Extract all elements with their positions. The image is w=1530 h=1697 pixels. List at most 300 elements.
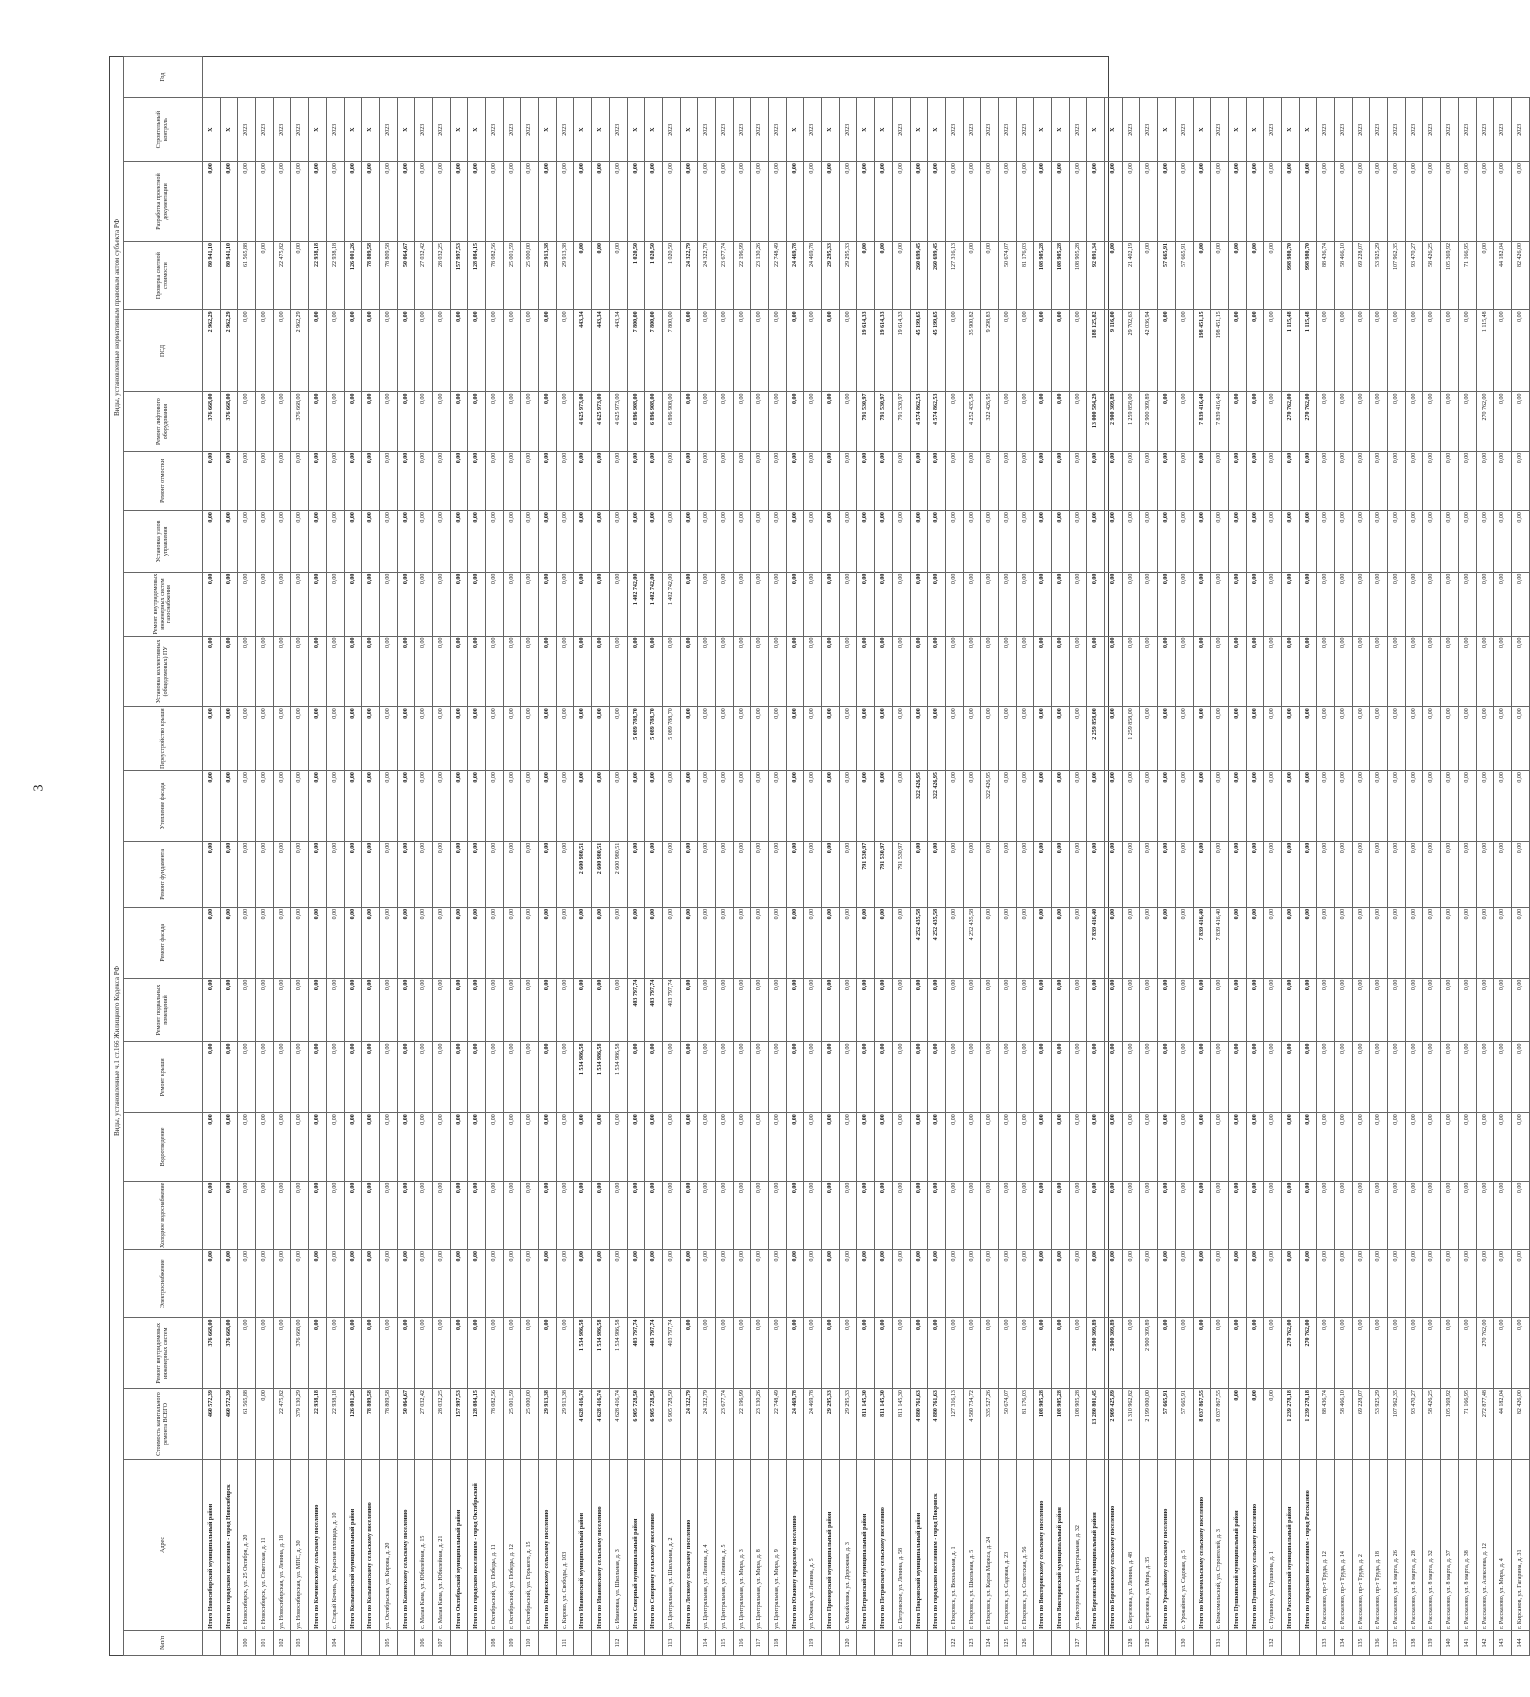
cost-cell: 0,00 xyxy=(1052,707,1070,771)
cost-cell: 0,00 xyxy=(786,572,804,636)
cost-cell: 0,00 xyxy=(1441,978,1459,1042)
cost-cell: 0,00 xyxy=(1494,636,1512,707)
cost-cell: 0,00 xyxy=(1193,707,1211,771)
cost-cell: 0,00 xyxy=(875,978,893,1042)
address-cell: г. Новосибирск, ул. Советская, д. 11 xyxy=(256,1459,274,1630)
row-number-cell: 135 xyxy=(1352,1630,1370,1655)
cost-cell: 0,00 xyxy=(468,511,486,573)
cost-cell: 0,00 xyxy=(450,1181,468,1249)
cost-cell: 22 748,49 xyxy=(769,241,787,309)
total-cost-cell: 22 748,49 xyxy=(769,1389,787,1460)
row-number-cell: 127 xyxy=(1069,1630,1087,1655)
cost-cell: 0,00 xyxy=(769,1042,787,1113)
address-cell: Итого по Урожайному сельскому поселению xyxy=(1158,1459,1176,1630)
cost-cell: 0,00 xyxy=(1105,907,1123,978)
cost-cell: 0,00 xyxy=(963,241,981,309)
cost-cell: 0,00 xyxy=(928,1181,946,1249)
column-header: Установка узлов управления xyxy=(124,511,203,573)
cost-cell: 0,00 xyxy=(1264,162,1282,242)
cost-cell: 0,00 xyxy=(892,707,910,771)
row-number-cell xyxy=(1052,1630,1070,1655)
cost-cell: 44 182,04 xyxy=(1494,241,1512,309)
cost-cell: 0,00 xyxy=(627,162,645,242)
cost-cell: 0,00 xyxy=(786,1250,804,1318)
cost-cell: 127 316,13 xyxy=(945,241,963,309)
address-cell: Итого по городским поселениям - город Покровск xyxy=(928,1459,946,1630)
cost-cell: 0,00 xyxy=(521,511,539,573)
cost-cell: 0,00 xyxy=(486,451,504,510)
cost-cell: 0,00 xyxy=(362,907,380,978)
cost-cell: 0,00 xyxy=(1370,1250,1388,1318)
address-cell: г. Рассказово, ул. Мира, д. 4 xyxy=(1494,1459,1512,1630)
cost-cell: 0,00 xyxy=(1405,1042,1423,1113)
row-number-cell: 144 xyxy=(1511,1630,1529,1655)
cost-cell: 0,00 xyxy=(273,392,291,451)
cost-cell: 0,00 xyxy=(273,1042,291,1113)
cost-cell: 0,00 xyxy=(1388,841,1406,907)
cost-cell: 0,00 xyxy=(804,771,822,842)
total-cost-cell: 6 905 728,50 xyxy=(662,1389,680,1460)
cost-cell: 0,00 xyxy=(486,572,504,636)
cost-cell: 0,00 xyxy=(256,1318,274,1389)
cost-cell: 0,00 xyxy=(1016,451,1034,510)
cost-cell: 0,00 xyxy=(963,1318,981,1389)
cost-cell: 0,00 xyxy=(1299,771,1317,842)
cost-cell: 0,00 xyxy=(432,771,450,842)
total-cost-cell: 6 905 728,50 xyxy=(645,1389,663,1460)
cost-cell: 0,00 xyxy=(592,978,610,1042)
cost-cell: 0,00 xyxy=(256,1113,274,1181)
cost-cell: 0,00 xyxy=(379,771,397,842)
cost-cell: 0,00 xyxy=(486,511,504,573)
cost-cell: 0,00 xyxy=(627,1042,645,1113)
cost-cell: 0,00 xyxy=(397,511,415,573)
row-number-cell: 130 xyxy=(1175,1630,1193,1655)
address-cell: Итого по Березовскому сельскому поселению xyxy=(1105,1459,1123,1630)
cost-cell: 0,00 xyxy=(203,707,221,771)
cost-cell: 0,00 xyxy=(326,1042,344,1113)
cost-cell: 0,00 xyxy=(1511,451,1529,510)
table-row xyxy=(556,57,574,1656)
address-cell: Итого по Южному городскому поселению xyxy=(786,1459,804,1630)
row-number-cell xyxy=(309,1630,327,1655)
cost-cell: 0,00 xyxy=(910,1042,928,1113)
cost-cell: 0,00 xyxy=(1087,162,1105,242)
cost-cell: 0,00 xyxy=(450,392,468,451)
cost-cell: 0,00 xyxy=(486,707,504,771)
cost-cell: 0,00 xyxy=(362,310,380,392)
address-cell: с. Кирово, ул. Свободы, д. 103 xyxy=(556,1459,574,1630)
cost-cell: 0,00 xyxy=(1494,310,1512,392)
year-cell: 2023 xyxy=(273,98,291,162)
cost-cell: 0,00 xyxy=(1034,1181,1052,1249)
cost-cell: 0,00 xyxy=(680,162,698,242)
cost-cell: 0,00 xyxy=(1211,572,1229,636)
cost-cell: 0,00 xyxy=(273,1113,291,1181)
cost-cell: 0,00 xyxy=(1228,1318,1246,1389)
cost-cell: 0,00 xyxy=(273,771,291,842)
cost-cell: 0,00 xyxy=(698,771,716,842)
year-cell: X xyxy=(450,98,468,162)
cost-cell: 0,00 xyxy=(256,636,274,707)
cost-cell: 0,00 xyxy=(1034,572,1052,636)
cost-cell: 0,00 xyxy=(203,771,221,842)
cost-cell: 0,00 xyxy=(1281,978,1299,1042)
cost-cell: 0,00 xyxy=(963,451,981,510)
cost-cell: 0,00 xyxy=(1158,1181,1176,1249)
cost-cell: 0,00 xyxy=(1034,1318,1052,1389)
cost-cell: 0,00 xyxy=(1405,511,1423,573)
cost-cell: 0,00 xyxy=(751,907,769,978)
cost-cell: 0,00 xyxy=(379,1318,397,1389)
row-number-cell: 115 xyxy=(715,1630,733,1655)
cost-cell: 0,00 xyxy=(786,1042,804,1113)
cost-cell: 0,00 xyxy=(804,1318,822,1389)
year-cell: 2023 xyxy=(1511,98,1529,162)
address-cell: г. Новосибирск, ул. 25 Октября, д. 20 xyxy=(238,1459,256,1630)
column-header: Строительный контроль xyxy=(124,98,203,162)
cost-cell: 0,00 xyxy=(539,771,557,842)
cost-cell: 0,00 xyxy=(238,1250,256,1318)
cost-cell: 0,00 xyxy=(981,907,999,978)
cost-cell: 0,00 xyxy=(1122,1113,1140,1181)
table-row xyxy=(1140,57,1158,1656)
cost-cell: 0,00 xyxy=(715,636,733,707)
cost-cell: 0,00 xyxy=(1281,771,1299,842)
cost-cell: 0,00 xyxy=(539,907,557,978)
cost-cell: 0,00 xyxy=(468,392,486,451)
cost-cell: 0,00 xyxy=(1069,162,1087,242)
cost-cell: 403 797,74 xyxy=(662,978,680,1042)
cost-cell: 58 466,10 xyxy=(1335,241,1353,309)
cost-cell: 0,00 xyxy=(1511,1181,1529,1249)
cost-cell: 0,00 xyxy=(344,636,362,707)
cost-cell: 0,00 xyxy=(362,1181,380,1249)
cost-cell: 0,00 xyxy=(1317,1042,1335,1113)
cost-cell: 0,00 xyxy=(1052,771,1070,842)
cost-cell: 0,00 xyxy=(1441,310,1459,392)
cost-cell: 0,00 xyxy=(326,771,344,842)
cost-cell: 0,00 xyxy=(1158,511,1176,573)
cost-cell: 0,00 xyxy=(432,907,450,978)
cost-cell: 0,00 xyxy=(309,392,327,451)
subtotal-row xyxy=(928,57,946,1656)
address-cell: Итого по Каменскому сельскому поселению xyxy=(397,1459,415,1630)
cost-cell: 0,00 xyxy=(875,1042,893,1113)
address-cell: Итого по Колыванскому сельскому поселению xyxy=(362,1459,380,1630)
address-cell: ул. Центральная, ул. Ленина, д. 5 xyxy=(715,1459,733,1630)
cost-cell: 0,00 xyxy=(1281,1042,1299,1113)
cost-cell: 0,00 xyxy=(1423,310,1441,392)
cost-cell: 61 565,88 xyxy=(238,241,256,309)
cost-cell: 0,00 xyxy=(945,1181,963,1249)
cost-cell: 0,00 xyxy=(503,1318,521,1389)
cost-cell: 0,00 xyxy=(839,841,857,907)
cost-cell: 0,00 xyxy=(273,636,291,707)
cost-cell: 0,00 xyxy=(875,1250,893,1318)
cost-cell: 0,00 xyxy=(1016,1113,1034,1181)
cost-cell: 0,00 xyxy=(1140,451,1158,510)
cost-cell: 6 896 908,00 xyxy=(627,392,645,451)
cost-cell: 0,00 xyxy=(256,1181,274,1249)
cost-cell: 0,00 xyxy=(998,572,1016,636)
cost-cell: 0,00 xyxy=(822,310,840,392)
year-cell: 2023 xyxy=(1494,98,1512,162)
cost-cell: 0,00 xyxy=(981,511,999,573)
cost-cell: 0,00 xyxy=(733,392,751,451)
year-cell: X xyxy=(362,98,380,162)
cost-cell: 4 625 973,00 xyxy=(574,392,592,451)
cost-cell: 0,00 xyxy=(857,572,875,636)
cost-cell: 0,00 xyxy=(1246,771,1264,842)
cost-cell: 0,00 xyxy=(1441,451,1459,510)
cost-cell: 45 199,65 xyxy=(910,310,928,392)
page-number: 3 xyxy=(31,784,47,792)
cost-cell: 0,00 xyxy=(450,310,468,392)
cost-cell: 0,00 xyxy=(945,392,963,451)
cost-cell: 0,00 xyxy=(1281,162,1299,242)
year-cell: 2023 xyxy=(715,98,733,162)
cost-cell: 0,00 xyxy=(362,572,380,636)
cost-cell: 0,00 xyxy=(945,310,963,392)
cost-cell: 0,00 xyxy=(1069,636,1087,707)
row-number-cell xyxy=(822,1630,840,1655)
cost-cell: 0,00 xyxy=(521,1250,539,1318)
cost-cell: 0,00 xyxy=(397,771,415,842)
cost-cell: 0,00 xyxy=(1246,572,1264,636)
cost-cell: 0,00 xyxy=(326,1318,344,1389)
cost-cell: 0,00 xyxy=(1228,636,1246,707)
cost-cell: 0,00 xyxy=(415,1318,433,1389)
year-cell: 2023 xyxy=(1476,98,1494,162)
cost-cell: 0,00 xyxy=(875,572,893,636)
cost-cell: 0,00 xyxy=(698,978,716,1042)
address-cell: ул. Центральная, ул. Мира, д. 8 xyxy=(751,1459,769,1630)
table-row xyxy=(963,57,981,1656)
cost-cell: 0,00 xyxy=(751,707,769,771)
column-header: Водоотведение xyxy=(124,1113,203,1181)
cost-cell: 0,00 xyxy=(910,1113,928,1181)
cost-cell: 0,00 xyxy=(963,1113,981,1181)
cost-cell: 0,00 xyxy=(1158,1250,1176,1318)
column-header: Проверка сметной стоимости xyxy=(124,241,203,309)
cost-cell: 0,00 xyxy=(432,841,450,907)
column-header: Ремонт крыши xyxy=(124,1042,203,1113)
cost-cell: 0,00 xyxy=(1034,636,1052,707)
cost-cell: 0,00 xyxy=(751,511,769,573)
cost-cell: 0,00 xyxy=(1370,707,1388,771)
cost-cell: 0,00 xyxy=(486,1318,504,1389)
year-cell: 2023 xyxy=(1317,98,1335,162)
cost-cell: 0,00 xyxy=(1211,1250,1229,1318)
cost-cell: 7 800,00 xyxy=(645,310,663,392)
cost-cell: 0,00 xyxy=(503,451,521,510)
cost-cell: 0,00 xyxy=(928,572,946,636)
cost-cell: 0,00 xyxy=(432,978,450,1042)
cost-cell: 1 534 986,58 xyxy=(574,1318,592,1389)
cost-cell: 0,00 xyxy=(1158,392,1176,451)
cost-cell: 108 905,28 xyxy=(1069,241,1087,309)
cost-cell: 0,00 xyxy=(1175,1181,1193,1249)
cost-cell: 0,00 xyxy=(1458,1042,1476,1113)
cost-cell: 0,00 xyxy=(592,162,610,242)
cost-cell: 0,00 xyxy=(839,572,857,636)
year-cell: 2023 xyxy=(486,98,504,162)
cost-cell: 0,00 xyxy=(1317,771,1335,842)
cost-cell: 0,00 xyxy=(804,841,822,907)
cost-cell: 0,00 xyxy=(998,392,1016,451)
cost-cell: 0,00 xyxy=(1511,907,1529,978)
address-cell: Итого Октябрьский муниципальный район xyxy=(450,1459,468,1630)
cost-cell: 0,00 xyxy=(468,636,486,707)
cost-cell: 0,00 xyxy=(981,707,999,771)
cost-cell: 0,00 xyxy=(733,1042,751,1113)
cost-cell: 0,00 xyxy=(362,978,380,1042)
cost-cell: 0,00 xyxy=(1388,907,1406,978)
cost-cell: 0,00 xyxy=(1228,451,1246,510)
address-cell: с. Урожайное, ул. Садовая, д. 5 xyxy=(1175,1459,1193,1630)
cost-cell: 0,00 xyxy=(468,572,486,636)
cost-cell: 0,00 xyxy=(1087,771,1105,842)
total-cost-cell: 22 938,18 xyxy=(326,1389,344,1460)
cost-cell: 42 036,94 xyxy=(1140,310,1158,392)
cost-cell: 443,34 xyxy=(609,310,627,392)
address-cell: с. Березовка, ул. Ленина, д. 48 xyxy=(1122,1459,1140,1630)
cost-cell: 0,00 xyxy=(875,771,893,842)
address-cell: с. Ивановка, ул. Школьная, д. 3 xyxy=(609,1459,627,1630)
address-cell: г. Покровск, ул. Советская, д. 56 xyxy=(1016,1459,1034,1630)
cost-cell: 0,00 xyxy=(910,1318,928,1389)
cost-cell: 0,00 xyxy=(1175,572,1193,636)
cost-cell: 0,00 xyxy=(733,1113,751,1181)
table-row xyxy=(256,57,274,1656)
cost-cell: 27 032,42 xyxy=(415,241,433,309)
cost-cell: 0,00 xyxy=(822,978,840,1042)
cost-cell: 0,00 xyxy=(1105,1113,1123,1181)
cost-cell: 0,00 xyxy=(450,636,468,707)
cost-cell: 0,00 xyxy=(1140,511,1158,573)
cost-cell: 92 091,34 xyxy=(1087,241,1105,309)
total-cost-cell: 0,00 xyxy=(1246,1389,1264,1460)
cost-cell: 0,00 xyxy=(556,907,574,978)
cost-cell: 0,00 xyxy=(503,572,521,636)
cost-cell: 0,00 xyxy=(1034,511,1052,573)
cost-cell: 0,00 xyxy=(1175,1318,1193,1389)
cost-cell: 0,00 xyxy=(1193,1113,1211,1181)
cost-cell: 0,00 xyxy=(273,978,291,1042)
cost-cell: 0,00 xyxy=(1494,841,1512,907)
cost-cell: 0,00 xyxy=(503,310,521,392)
cost-cell: 0,00 xyxy=(981,1318,999,1389)
row-number-cell: 124 xyxy=(981,1630,999,1655)
total-cost-cell: 4 628 416,74 xyxy=(574,1389,592,1460)
cost-cell: 0,00 xyxy=(1476,572,1494,636)
cost-cell: 0,00 xyxy=(486,1181,504,1249)
cost-cell: 0,00 xyxy=(1511,1318,1529,1389)
cost-cell: 0,00 xyxy=(1281,707,1299,771)
cost-cell: 24 322,79 xyxy=(680,241,698,309)
column-header: Ремонт внутридомовых инженерных систем газоснабжения xyxy=(124,572,203,636)
cost-cell: 0,00 xyxy=(468,707,486,771)
cost-cell: 0,00 xyxy=(503,162,521,242)
total-cost-cell: 50 064,67 xyxy=(397,1389,415,1460)
total-cost-cell: 44 182,04 xyxy=(1494,1389,1512,1460)
year-cell: X xyxy=(397,98,415,162)
subtotal-row xyxy=(1052,57,1070,1656)
cost-cell: 0,00 xyxy=(769,636,787,707)
cost-cell: 0,00 xyxy=(945,841,963,907)
cost-cell: 0,00 xyxy=(291,1181,309,1249)
row-number-cell xyxy=(1281,1630,1299,1655)
cost-cell: 0,00 xyxy=(450,451,468,510)
cost-cell: 0,00 xyxy=(680,841,698,907)
cost-cell: 0,00 xyxy=(1476,978,1494,1042)
cost-cell: 0,00 xyxy=(751,771,769,842)
row-number-cell: 116 xyxy=(733,1630,751,1655)
cost-cell: 0,00 xyxy=(220,978,238,1042)
total-cost-cell: 58 466,10 xyxy=(1335,1389,1353,1460)
cost-cell: 0,00 xyxy=(556,162,574,242)
cost-cell: 0,00 xyxy=(1281,572,1299,636)
cost-cell: 0,00 xyxy=(857,907,875,978)
row-number-cell xyxy=(1087,1630,1105,1655)
cost-cell: 0,00 xyxy=(220,841,238,907)
cost-cell: 0,00 xyxy=(1193,1318,1211,1389)
cost-cell: 0,00 xyxy=(397,707,415,771)
cost-cell: 0,00 xyxy=(203,907,221,978)
cost-cell: 5 089 788,70 xyxy=(662,707,680,771)
cost-cell: 0,00 xyxy=(1423,771,1441,842)
table-row xyxy=(1370,57,1388,1656)
cost-cell: 0,00 xyxy=(875,451,893,510)
cost-cell: 19 614,33 xyxy=(892,310,910,392)
cost-cell: 0,00 xyxy=(238,511,256,573)
cost-cell: 0,00 xyxy=(769,392,787,451)
cost-cell: 0,00 xyxy=(1052,636,1070,707)
cost-cell: 791 530,97 xyxy=(892,392,910,451)
cost-cell: 0,00 xyxy=(291,771,309,842)
cost-cell: 791 530,97 xyxy=(857,841,875,907)
cost-cell: 0,00 xyxy=(574,1250,592,1318)
cost-cell: 0,00 xyxy=(220,1113,238,1181)
cost-cell: 0,00 xyxy=(609,707,627,771)
cost-cell: 0,00 xyxy=(662,636,680,707)
cost-cell: 0,00 xyxy=(1122,162,1140,242)
cost-cell: 322 426,95 xyxy=(928,771,946,842)
cost-cell: 0,00 xyxy=(804,636,822,707)
cost-cell: 0,00 xyxy=(450,771,468,842)
cost-cell: 0,00 xyxy=(203,162,221,242)
cost-cell: 0,00 xyxy=(1494,1181,1512,1249)
cost-cell: 0,00 xyxy=(521,978,539,1042)
cost-cell: 0,00 xyxy=(379,907,397,978)
cost-cell: 0,00 xyxy=(1405,1318,1423,1389)
cost-cell: 0,00 xyxy=(1299,636,1317,707)
cost-cell: 0,00 xyxy=(1299,907,1317,978)
cost-cell: 0,00 xyxy=(928,978,946,1042)
cost-cell: 0,00 xyxy=(1087,636,1105,707)
cost-cell: 0,00 xyxy=(928,162,946,242)
cost-cell: 0,00 xyxy=(539,636,557,707)
cost-cell: 0,00 xyxy=(1034,978,1052,1042)
cost-cell: 0,00 xyxy=(1016,572,1034,636)
cost-cell: 0,00 xyxy=(256,572,274,636)
cost-cell: 0,00 xyxy=(627,771,645,842)
cost-cell: 0,00 xyxy=(1087,841,1105,907)
cost-cell: 0,00 xyxy=(1317,1113,1335,1181)
cost-cell: 0,00 xyxy=(379,1250,397,1318)
cost-cell: 0,00 xyxy=(1511,162,1529,242)
